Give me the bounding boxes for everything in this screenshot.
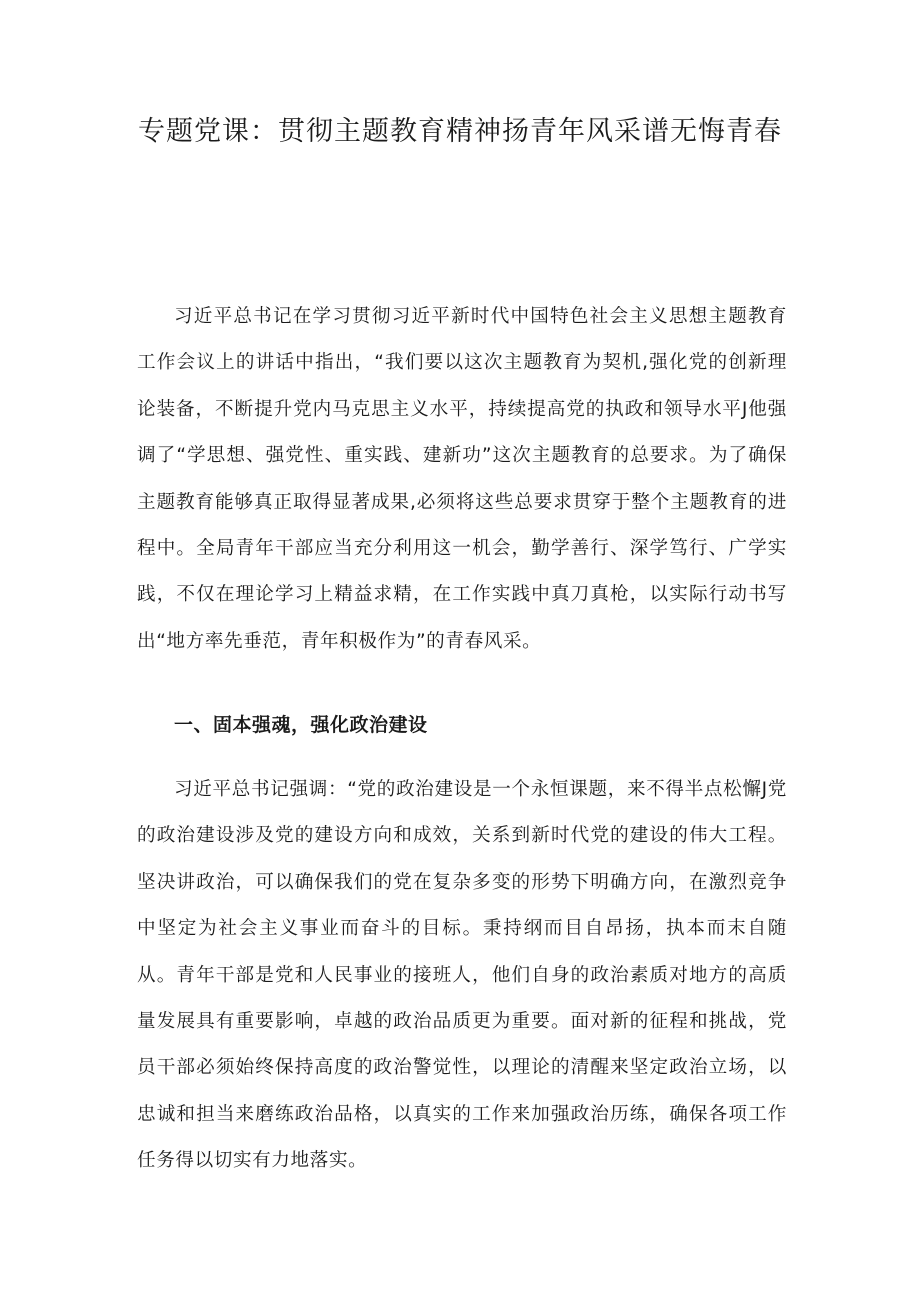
intro-paragraph: 习近平总书记在学习贯彻习近平新时代中国特色社会主义思想主题教育工作会议上的讲话中指出，“我们要以这次主题教育为契机,强化党的创新理论装备，不断提升党内马克思主义水平，持续提高党的执政和领导水平J他强调了“学思想、强党性、重实践、建新功”这次主题教育的总要求。为了确保主题教育能够真正取得显著成果,必须将这些总要求贯穿于整个主题教育的进程中。全局青年干部应当充分利用这一机会，勤学善行、深学笃行、广学实践，不仅在理论学习上精益求精，在工作实践中真刀真枪，以实际行动书写出“地方率先垂范，青年积极作为”的青春风采。: [137, 306, 787, 652]
section-paragraph: 习近平总书记强调：“党的政治建设是一个永恒课题，来不得半点松懈J党的政治建设涉及党的建设方向和成效，关系到新时代党的建设的伟大工程。坚决讲政治，可以确保我们的党在复杂多变的形势下明确方向，在激烈竞争中坚定为社会主义事业而奋斗的目标。秉持纲而目自昂扬，执本而末自随从。青年干部是党和人民事业的接班人，他们自身的政治素质对地方的高质量发展具有重要影响，卓越的政治品质更为重要。面对新的征程和挑战，党员干部必须始终保持高度的政治警觉性，以理论的清醒来坚定政治立场，以忠诚和担当来磨练政治品格，以真实的工作来加强政治历练，确保各项工作任务得以切实有力地落实。: [137, 779, 787, 1172]
document-title: 专题党课：贯彻主题教育精神扬青年风采谱无悔青春: [138, 116, 782, 147]
section-heading: 一、固本强魂，强化政治建设: [174, 714, 428, 736]
